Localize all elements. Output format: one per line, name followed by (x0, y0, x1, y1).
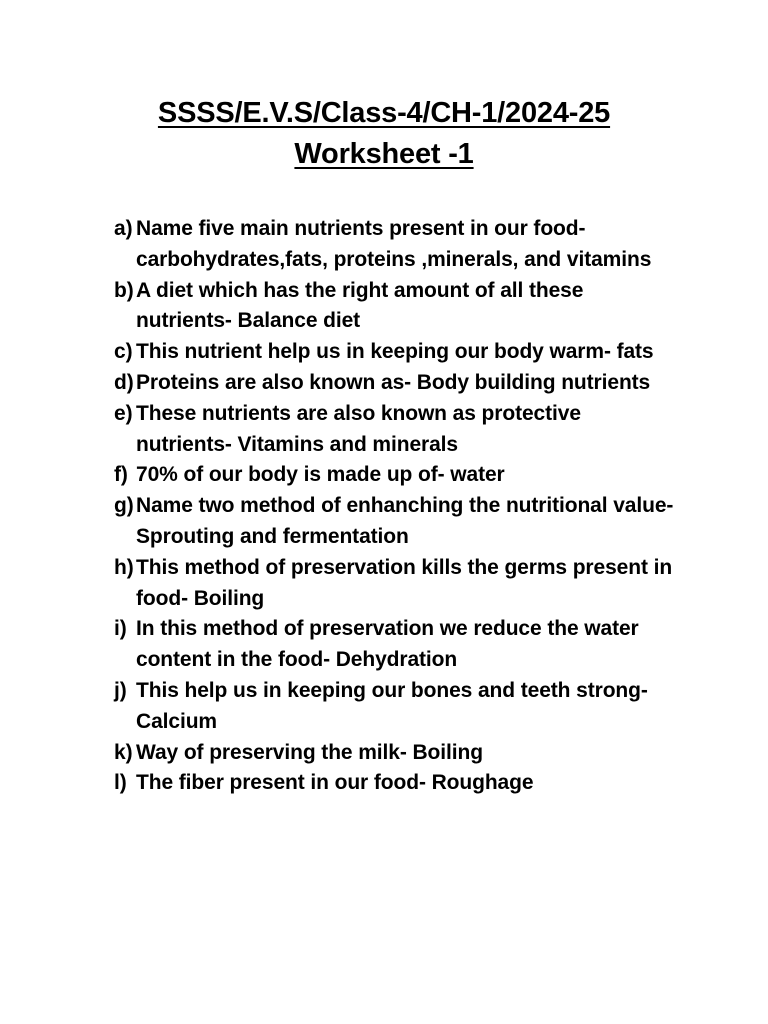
item-marker: f) (114, 463, 128, 487)
item-text: Proteins are also known as- Body building nutrients (136, 370, 651, 394)
list-item-f (114, 460, 674, 491)
list-item-c (114, 337, 674, 368)
list-item-d (114, 368, 674, 399)
item-marker: h) (114, 555, 134, 579)
item-marker: d) (114, 370, 134, 394)
item-text: These nutrients are also known as protective nutrients- Vitamins and minerals (136, 401, 581, 456)
item-marker: c) (114, 340, 133, 364)
item-text: The fiber present in our food- Roughage (136, 771, 534, 795)
item-marker: g) (114, 494, 134, 518)
item-text: This help us in keeping our bones and teeth strong- Calcium (136, 678, 648, 733)
item-marker: k) (114, 740, 133, 764)
list-item-a (114, 214, 674, 276)
list-item-j (114, 676, 674, 738)
item-text: 70% of our body is made up of- water (136, 463, 505, 487)
item-text: This nutrient help us in keeping our body warm- fats (136, 340, 654, 364)
item-marker: a) (114, 217, 133, 240)
item-marker: i) (114, 617, 127, 641)
list-item-g (114, 491, 674, 553)
list-item-b (114, 276, 674, 338)
title-block (0, 93, 768, 175)
item-text: Way of preserving the milk- Boiling (136, 740, 483, 764)
item-text: In this method of preservation we reduce the water content in the food- Dehydration (136, 617, 639, 672)
item-text: Name five main nutrients present in our food- carbohydrates,fats, proteins ,minerals, and vitamins (136, 217, 652, 271)
item-text: This method of preservation kills the germs present in food- Boiling (136, 555, 673, 610)
item-marker: j) (114, 678, 127, 702)
worksheet-title: Worksheet -1 (294, 138, 474, 170)
item-marker: b) (114, 278, 134, 302)
item-marker: e) (114, 401, 133, 425)
list-item-k (114, 738, 674, 769)
list-item-h (114, 553, 674, 615)
question-answer-list (114, 214, 674, 799)
document-code-title: SSSS/E.V.S/Class-4/CH-1/2024-25 (157, 97, 611, 129)
item-marker: l) (114, 771, 127, 795)
list-item-l (114, 768, 674, 799)
item-text: A diet which has the right amount of all these nutrients- Balance diet (136, 278, 584, 333)
list-item-e (114, 399, 674, 461)
list-item-i (114, 614, 674, 676)
item-text: Name two method of enhanching the nutritional value- Sprouting and fermentation (136, 494, 674, 548)
